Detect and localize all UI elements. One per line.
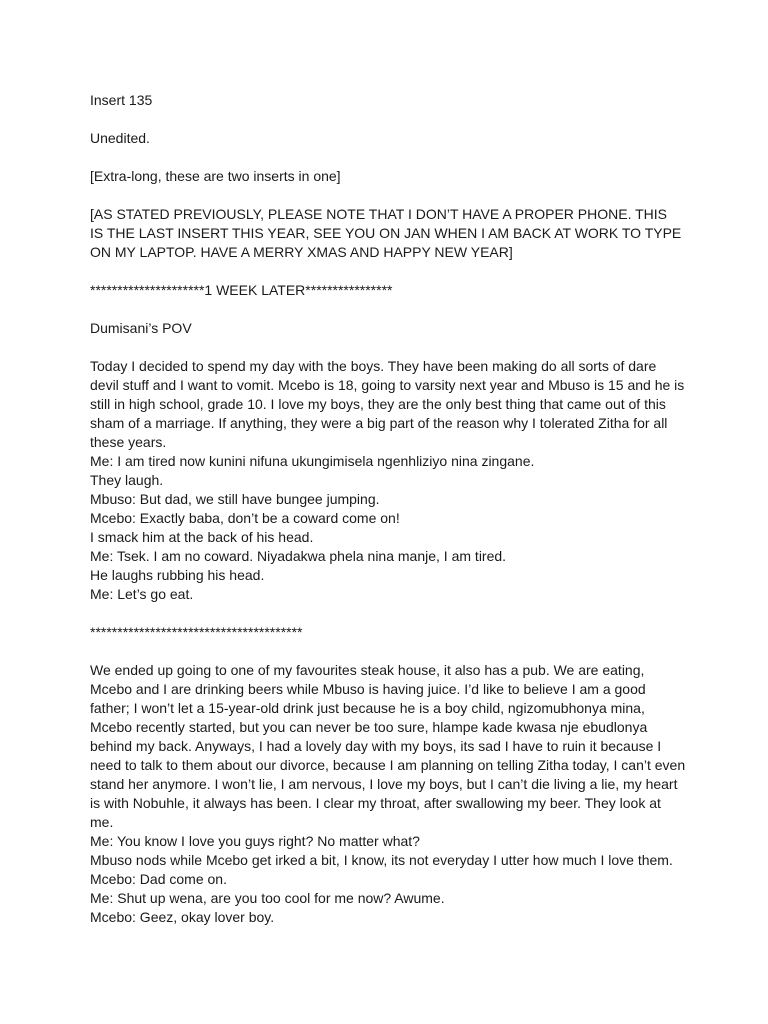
- dialogue-line: Mbuso: But dad, we still have bungee jumping.: [90, 491, 380, 507]
- text-line: behind my back. Anyways, I had a lovely day with my boys, its sad I have to ruin it because I: [90, 738, 662, 754]
- text-line: sham of a marriage. If anything, they were a big part of the reason why I tolerated Zitha for all: [90, 415, 668, 431]
- text-line: these years.: [90, 434, 167, 450]
- text-line: I smack him at the back of his head.: [90, 529, 314, 545]
- dialogue-line: Me: Tsek. I am no coward. Niyadakwa phela nina manje, I am tired.: [90, 548, 507, 564]
- text-line: Today I decided to spend my day with the boys. They have been making do all sorts of dare: [90, 358, 657, 374]
- section-one: [90, 357, 690, 604]
- text-line: He laughs rubbing his head.: [90, 567, 265, 583]
- dialogue-line: Me: Let’s go eat.: [90, 586, 194, 602]
- announcement-paragraph: [90, 205, 690, 262]
- section-divider: ***************************************: [90, 624, 303, 640]
- time-marker: *********************1 WEEK LATER****************: [90, 282, 393, 298]
- text-line: Mbuso nods while Mcebo get irked a bit, I know, its not everyday I utter how much I love them.: [90, 852, 673, 868]
- dialogue-line: Me: I am tired now kunini nifuna ukungimisela ngenhliziyo nina zingane.: [90, 453, 535, 469]
- insert-note: [Extra-long, these are two inserts in one]: [90, 168, 341, 184]
- dialogue-line: Me: You know I love you guys right? No matter what?: [90, 833, 420, 849]
- section-two: [90, 661, 690, 927]
- document-title: Insert 135: [90, 92, 153, 108]
- dialogue-line: Mcebo: Geez, okay lover boy.: [90, 909, 275, 925]
- dialogue-line: Mcebo: Exactly baba, don’t be a coward come on!: [90, 510, 400, 526]
- document-page: [90, 91, 690, 946]
- text-line: Mcebo and I are drinking beers while Mbuso is having juice. I’d like to believe I am a good: [90, 681, 646, 697]
- pov-heading: Dumisani’s POV: [90, 320, 192, 336]
- announcement-line: IS THE LAST INSERT THIS YEAR, SEE YOU ON JAN WHEN I AM BACK AT WORK TO TYPE: [90, 225, 682, 241]
- text-line: Mcebo recently started, but you can never be too sure, hlampe kade kwasa nje ebudlonya: [90, 719, 648, 735]
- text-line: father; I won’t let a 15-year-old drink just because he is a boy child, ngizomubhonya mina,: [90, 700, 645, 716]
- text-line: still in high school, grade 10. I love my boys, they are the only best thing that came out of this: [90, 396, 666, 412]
- edit-status: Unedited.: [90, 130, 150, 146]
- text-line: They laugh.: [90, 472, 164, 488]
- text-line: devil stuff and I want to vomit. Mcebo is 18, going to varsity next year and Mbuso is 15 and he is: [90, 377, 685, 393]
- text-line: We ended up going to one of my favourites steak house, it also has a pub. We are eating,: [90, 662, 645, 678]
- announcement-line: ON MY LAPTOP. HAVE A MERRY XMAS AND HAPPY NEW YEAR]: [90, 244, 513, 260]
- dialogue-line: Mcebo: Dad come on.: [90, 871, 227, 887]
- text-line: stand her anymore. I won’t lie, I am nervous, I love my boys, but I can’t die living a lie, my heart: [90, 776, 678, 792]
- dialogue-line: Me: Shut up wena, are you too cool for me now? Awume.: [90, 890, 445, 906]
- announcement-line: [AS STATED PREVIOUSLY, PLEASE NOTE THAT I DON’T HAVE A PROPER PHONE. THIS: [90, 206, 668, 222]
- text-line: is with Nobuhle, it always has been. I clear my throat, after swallowing my beer. They look at: [90, 795, 661, 811]
- text-line: me.: [90, 814, 114, 830]
- text-line: need to talk to them about our divorce, because I am planning on telling Zitha today, I can’t even: [90, 757, 686, 773]
